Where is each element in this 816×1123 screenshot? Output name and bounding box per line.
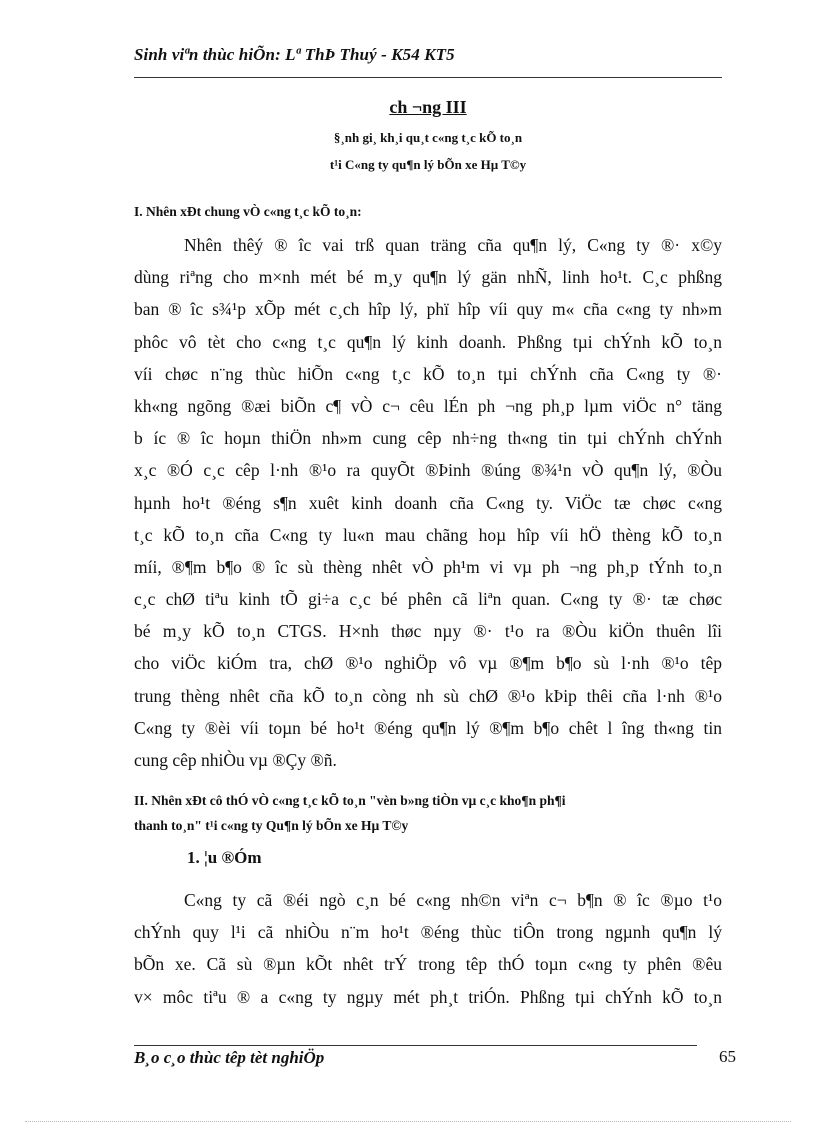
chapter-subtitle-line-1: §¸nh gi¸ kh¸i qu¸t c«ng t¸c kÕ to¸n	[333, 130, 523, 145]
paragraph-line: chÝnh quy l¹i cã nhiÒu n¨m ho¹t ®éng thùc tiÔn trong ngµnh qu¶n lý	[134, 922, 722, 943]
section-1-heading: I. Nhên xÐt chung vÒ c«ng t¸c kÕ to¸n:	[134, 204, 362, 219]
paragraph-line: c¸c chØ tiªu kinh tÕ gi÷a c¸c bé phên cã liªn quan. C«ng ty ®· tæ chøc	[134, 589, 722, 610]
paragraph-line: t¸c kÕ to¸n cña C«ng ty lu«n mau chãng hoµ hîp víi hÖ thèng kÕ to¸n	[134, 524, 722, 545]
paragraph-line: víi chøc n¨ng thùc hiÕn c«ng t¸c kÕ to¸n tµi chÝnh cña C«ng ty ®·	[134, 363, 722, 384]
section-2-paragraph	[134, 884, 722, 1013]
page-number: 65	[719, 1047, 736, 1066]
paragraph-line: phôc vô tèt cho c«ng t¸c qu¶n lý kinh doanh. Phßng tµi chÝnh kÕ to¸n	[134, 331, 722, 352]
paragraph-line: bé m¸y kÕ to¸n CTGS. H×nh thøc nµy ®· t¹o ra ®Òu kiÖn thuên lîi	[134, 621, 722, 642]
paragraph-line: dùng riªng cho m×nh mét bé m¸y qu¶n lý gän nhÑ, linh ho¹t. C¸c phßng	[134, 267, 722, 288]
footer-rule	[134, 1045, 697, 1046]
paragraph-line: míi, ®¶m b¶o ® îc sù thèng nhêt vÒ ph¹m vi vµ ph ¬ng ph¸p tÝnh to¸n	[134, 556, 722, 577]
paragraph-line: C«ng ty ®èi víi toµn bé ho¹t ®éng qu¶n lý ®¶m b¶o chêt l îng th«ng tin	[134, 717, 722, 738]
chapter-subtitle-line-2: t¹i C«ng ty qu¶n lý bÕn xe Hµ T©y	[329, 157, 527, 172]
page-bottom-divider	[25, 1121, 791, 1122]
paragraph-line: Nhên thêý ® îc vai trß quan träng cña qu¶n lý, C«ng ty ®· x©y	[184, 235, 722, 255]
paragraph-line: cho viÖc kiÓm tra, chØ ®¹o nghiÖp vô vµ ®¶m b¶o sù l·nh ®¹o têp	[134, 653, 722, 674]
paragraph-line: hµnh ho¹t ®éng s¶n xuêt kinh doanh cña C«ng ty. ViÖc tæ chøc c«ng	[134, 492, 722, 513]
chapter-title: ch ¬ng III	[389, 97, 467, 117]
paragraph-line: v× môc tiªu ® a c«ng ty ngµy mét ph¸t triÓn. Phßng tµi chÝnh kÕ to¸n	[134, 986, 722, 1007]
section-2-heading-line-2: thanh to¸n" t¹i c«ng ty Qu¶n lý bÕn xe Hµ T©y	[134, 818, 409, 833]
paragraph-line: C«ng ty cã ®éi ngò c¸n bé c«ng nh©n viªn c¬ b¶n ® îc ®µo t¹o	[184, 890, 722, 910]
section-2-heading	[134, 788, 722, 838]
header-rule	[134, 77, 722, 78]
paragraph-line: b íc ® îc hoµn thiÖn nh»m cung cêp nh÷ng th«ng tin tµi chÝnh chÝnh	[134, 428, 722, 449]
paragraph-line: ban ® îc s¾¹p xÕp mét c¸ch hîp lý, phï hîp víi quy m« cña c«ng ty nh»m	[134, 299, 722, 320]
section-2-heading-line-1: II. Nhên xÐt cô thÓ vÒ c«ng t¸c kÕ to¸n "vèn b»ng tiÒn vµ c¸c kho¶n ph¶i	[134, 793, 566, 808]
paragraph-line: bÕn xe. Cã sù ®µn kÕt nhêt trÝ trong têp thÓ toµn c«ng ty phên ®êu	[134, 954, 722, 975]
running-footer: B¸o c¸o thùc têp tèt nghiÖp	[134, 1048, 325, 1067]
running-header: Sinh viªn thùc hiÕn: Lª ThÞ Thuý - K54 KT5	[134, 45, 455, 64]
section-1-paragraph	[134, 229, 722, 776]
paragraph-line: trung thèng nhêt cña kÕ to¸n còng nh sù chØ ®¹o kÞip thêi cña l·nh ®¹o	[134, 685, 722, 706]
paragraph-line: x¸c ®Ó c¸c cêp l·nh ®¹o ra quyÕt ®Þinh ®úng ®¾¹n vÒ qu¶n lý, ®Òu	[134, 460, 722, 481]
paragraph-line: kh«ng ngõng ®æi biÕn c¶ vÒ c¬ cêu lÉn ph ¬ng ph¸p lµm viÖc n° täng	[134, 395, 722, 416]
paragraph-line: cung cêp nhiÒu vµ ®Çy ®ñ.	[134, 750, 337, 770]
subsection-title: 1. ¦u ®Óm	[187, 848, 262, 867]
